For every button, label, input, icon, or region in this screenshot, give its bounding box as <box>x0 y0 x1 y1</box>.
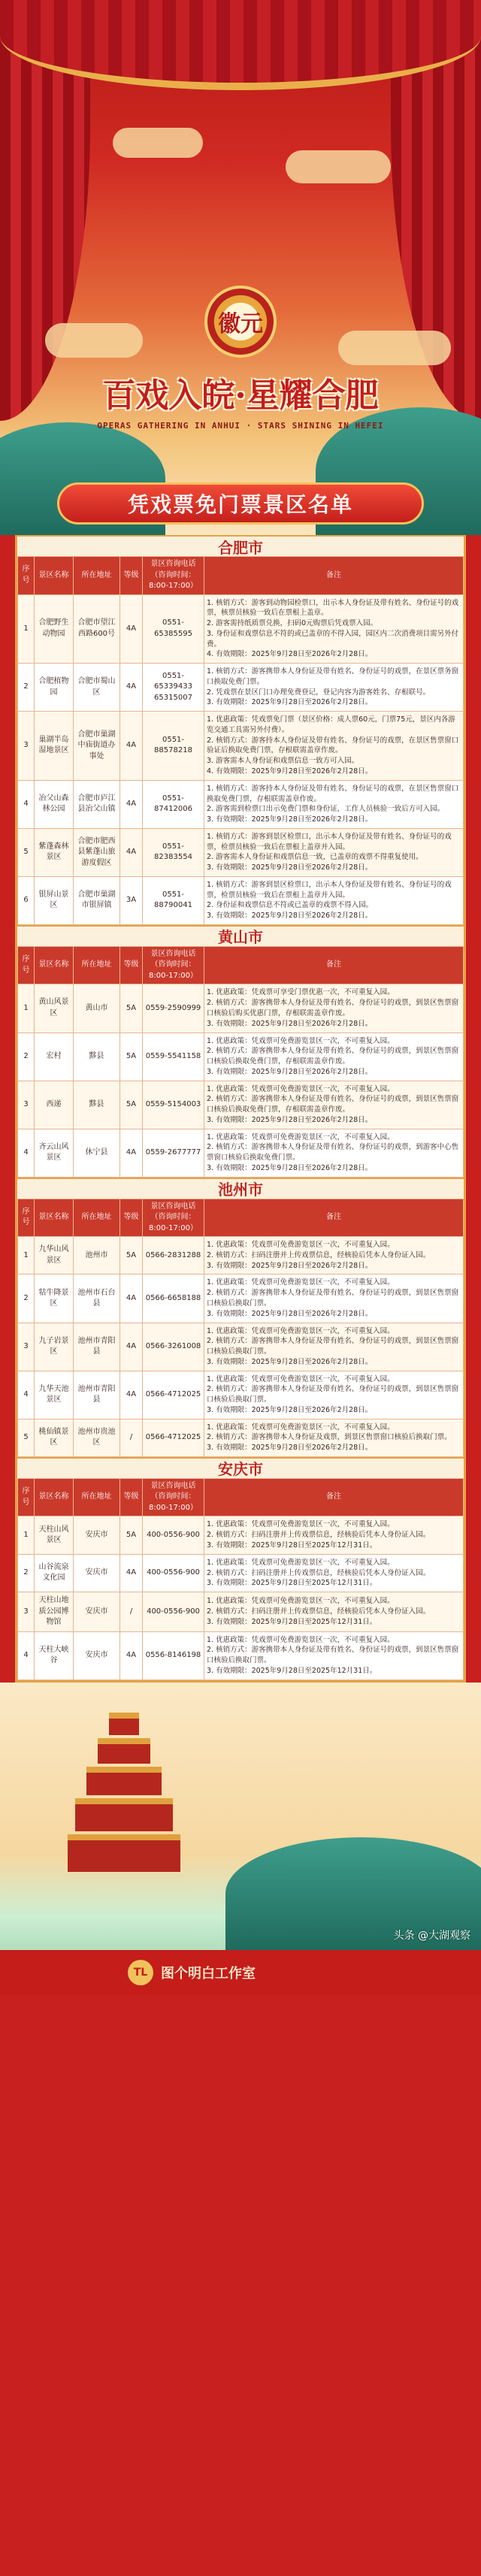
scenic-table <box>17 1478 464 1680</box>
cell-phone: 0559-2590999 <box>143 984 204 1033</box>
cell-name: 天柱山地质公园博物馆 <box>35 1592 74 1632</box>
cell-level: 4A <box>120 712 143 781</box>
city-section-title: 黄山市 <box>17 925 464 946</box>
cell-notes: 1. 核销方式：游客到动物园检票口，出示本人身份证及带有姓名、身份证号的戏票，核票员核验一致后在票根上盖章。 2. 游客需持纸质票兑换，扫码0元购票后凭戏票入园。 3. 身份证和戏票信息不符的或已盖章的不得入园，园区内二次消费项目需另外付费。 4. 有效期限：2025年9月28日至2026年2月28日。 <box>204 594 464 664</box>
cell-index: 3 <box>18 712 35 781</box>
cell-phone: 0566-6658188 <box>143 1274 204 1323</box>
cell-index: 4 <box>18 1129 35 1177</box>
city-section-title: 安庆市 <box>17 1457 464 1478</box>
cell-notes: 1. 核销方式：游客持本人身份证及带有姓名、身份证号的戏票，在景区售票窗口换取免费门票，存根联需盖章作废。 2. 游客需到检票口出示免费门票和身份证，工作人员核验一致后方可入园。 3. 有效期限：2025年9月28日至2026年2月28日。 <box>204 780 464 828</box>
city-section-title: 池州市 <box>17 1178 464 1199</box>
cell-level: 4A <box>120 1371 143 1419</box>
table-row <box>18 1554 464 1592</box>
emblem-text: 徽元 <box>218 311 263 337</box>
cell-level: / <box>120 1592 143 1632</box>
column-header-address: 所在地址 <box>74 1478 120 1516</box>
cell-name: 齐云山风景区 <box>35 1129 74 1177</box>
cell-address: 池州市青阳县 <box>74 1371 120 1419</box>
cell-index: 1 <box>18 1237 35 1274</box>
cell-notes: 1. 优惠政策：凭戏票可免费游览景区一次，不可重复入园。 2. 核销方式：游客携带本人身份证及带有姓名、身份证号的戏票，到景区售票窗口核验后换取门票。 3. 有效期限：2025年9月28日至2026年2月28日。 <box>204 1323 464 1371</box>
cell-phone: 0566-4712025 <box>143 1371 204 1419</box>
cell-address: 安庆市 <box>74 1631 120 1680</box>
cell-name: 黄山风景区 <box>35 984 74 1033</box>
cell-index: 1 <box>18 594 35 664</box>
table-header-row <box>18 1478 464 1516</box>
cloud-decoration <box>338 331 451 365</box>
table-row <box>18 594 464 664</box>
cell-phone: 0551-87412006 <box>143 780 204 828</box>
column-header-index: 序号 <box>18 946 35 984</box>
cell-phone: 0559-5541158 <box>143 1033 204 1081</box>
cell-address: 合肥市肥西县紫蓬山旅游度假区 <box>74 828 120 876</box>
column-header-notes: 备注 <box>204 1478 464 1516</box>
cell-index: 3 <box>18 1592 35 1632</box>
scenic-list <box>15 535 466 1683</box>
cell-name: 合肥植物园 <box>35 664 74 712</box>
column-header-name: 景区名称 <box>35 557 74 595</box>
cell-index: 2 <box>18 1554 35 1592</box>
table-row <box>18 1516 464 1554</box>
table-row <box>18 712 464 781</box>
cell-address: 池州市石台县 <box>74 1274 120 1323</box>
column-header-address: 所在地址 <box>74 557 120 595</box>
column-header-name: 景区名称 <box>35 1199 74 1237</box>
cell-address: 休宁县 <box>74 1129 120 1177</box>
brand-bar <box>0 1950 481 1995</box>
cell-notes: 1. 核销方式：游客到景区检票口，出示本人身份证及带有姓名、身份证号的戏票，检票员核验一致后在票根上盖章并入园。 2. 游客需本人身份证和戏票信息一致，已盖章的戏票不得重复使用。 3. 有效期限：2025年9月28日至2026年2月28日。 <box>204 828 464 876</box>
cell-address: 黄山市 <box>74 984 120 1033</box>
cell-phone: 0551-88578218 <box>143 712 204 781</box>
table-header-row <box>18 946 464 984</box>
column-header-name: 景区名称 <box>35 946 74 984</box>
cell-notes: 1. 优惠政策：凭戏票可免费游览景区一次，不可重复入园。 2. 核销方式：游客携带本人身份证及戏票，到景区售票窗口核验后换取门票。 3. 有效期限：2025年9月28日至2026年2月28日。 <box>204 1419 464 1456</box>
cell-phone: 0551-65339433 65315007 <box>143 664 204 712</box>
cell-name: 西递 <box>35 1081 74 1129</box>
cell-name: 天柱大峡谷 <box>35 1631 74 1680</box>
column-header-index: 序号 <box>18 557 35 595</box>
cell-notes: 1. 优惠政策：凭戏票可免费游览景区一次，不可重复入园。 2. 核销方式：游客携带本人身份证及带有姓名、身份证号的戏票，到游客中心售票窗口核验后换取免费门票。 3. 有效期限：2025年9月28日至2026年2月28日。 <box>204 1129 464 1177</box>
cell-phone: 0551-88790041 <box>143 876 204 924</box>
cell-index: 6 <box>18 876 35 924</box>
cell-name: 九子岩景区 <box>35 1323 74 1371</box>
cell-notes: 1. 优惠政策：凭戏票可免费游览景区一次，不可重复入园。 2. 核销方式：游客携带本人身份证及带有姓名、身份证号的戏票，到景区售票窗口核验后换取门票。 3. 有效期限：2025年9月28日至2026年2月28日。 <box>204 1274 464 1323</box>
cell-phone: 0559-2677777 <box>143 1129 204 1177</box>
cell-name: 合肥野生动物园 <box>35 594 74 664</box>
cell-name: 桃仙镇景区 <box>35 1419 74 1456</box>
cell-index: 2 <box>18 1033 35 1081</box>
cell-index: 2 <box>18 664 35 712</box>
cell-level: 5A <box>120 1081 143 1129</box>
cell-address: 安庆市 <box>74 1554 120 1592</box>
poster-header <box>0 0 481 535</box>
table-row <box>18 1033 464 1081</box>
table-row <box>18 1371 464 1419</box>
cell-name: 巢湖半岛湿地景区 <box>35 712 74 781</box>
column-header-notes: 备注 <box>204 557 464 595</box>
cell-level: 4A <box>120 1631 143 1680</box>
brand-name: 图个明白工作室 <box>161 1965 256 1982</box>
cloud-decoration <box>45 323 143 358</box>
table-header-row <box>18 557 464 595</box>
column-header-level: 等级 <box>120 557 143 595</box>
cell-level: 4A <box>120 1129 143 1177</box>
table-row <box>18 1419 464 1456</box>
cell-name: 银屏山景区 <box>35 876 74 924</box>
cell-name: 紫蓬森林景区 <box>35 828 74 876</box>
cell-name: 山谷流泉文化园 <box>35 1554 74 1592</box>
cell-level: 3A <box>120 876 143 924</box>
cell-address: 池州市贵池区 <box>74 1419 120 1456</box>
cell-name: 宏村 <box>35 1033 74 1081</box>
scenic-table <box>17 1199 464 1457</box>
table-row <box>18 664 464 712</box>
cell-level: 4A <box>120 780 143 828</box>
cell-level: 5A <box>120 1516 143 1554</box>
column-header-address: 所在地址 <box>74 946 120 984</box>
cell-address: 合肥市庐江县冶父山镇 <box>74 780 120 828</box>
table-row <box>18 1237 464 1274</box>
cell-level: 4A <box>120 1554 143 1592</box>
cell-notes: 1. 优惠政策：凭戏票可享受门票优惠一次，不可重复入园。 2. 核销方式：游客携带本人身份证及带有姓名、身份证号的戏票，到景区售票窗口核验后购买优惠门票，存根联需盖章作废。 3. 有效期限：2025年9月28日至2026年2月28日。 <box>204 984 464 1033</box>
cell-address: 安庆市 <box>74 1592 120 1632</box>
cell-address: 合肥市巢湖中庙街道办事处 <box>74 712 120 781</box>
table-header-row <box>18 1199 464 1237</box>
cell-phone: 400-0556-900 <box>143 1554 204 1592</box>
cell-index: 1 <box>18 1516 35 1554</box>
cell-notes: 1. 优惠政策：凭戏票可免费游览景区一次，不可重复入园。 2. 核销方式：游客携带本人身份证及带有姓名、身份证号的戏票，到景区售票窗口核验后换取免费门票，存根联需盖章作废。 3. 有效期限：2025年9月28日至2026年2月28日。 <box>204 1081 464 1129</box>
table-row <box>18 1274 464 1323</box>
cell-notes: 1. 优惠政策：凭戏票可免费游览景区一次，不可重复入园。 2. 核销方式：游客携带本人身份证及带有姓名、身份证号的戏票，到景区售票窗口核验后换取门票。 3. 有效期限：2025年9月28日至2026年2月28日。 <box>204 1371 464 1419</box>
cell-name: 牯牛降景区 <box>35 1274 74 1323</box>
cell-phone: 0566-2831288 <box>143 1237 204 1274</box>
cell-name: 九华山风景区 <box>35 1237 74 1274</box>
brand-icon: TL <box>128 1960 153 1985</box>
table-row <box>18 1081 464 1129</box>
cell-index: 2 <box>18 1274 35 1323</box>
cell-phone: 400-0556-900 <box>143 1516 204 1554</box>
column-header-level: 等级 <box>120 1478 143 1516</box>
cell-notes: 1. 核销方式：游客到景区检票口，出示本人身份证及带有姓名、身份证号的戏票，检票员核验一致后在票根上盖章并入园。 2. 身份证和戏票信息不符或已盖章的戏票不得入园。 3. 有效期限：2025年9月28日至2026年2月28日。 <box>204 876 464 924</box>
cell-level: 4A <box>120 1323 143 1371</box>
cell-phone: 400-0556-900 <box>143 1592 204 1632</box>
cell-phone: 0566-3261008 <box>143 1323 204 1371</box>
column-header-phone: 景区咨询电话（咨询时间：8:00-17:00） <box>143 946 204 984</box>
column-header-address: 所在地址 <box>74 1199 120 1237</box>
cell-name: 冶父山森林公园 <box>35 780 74 828</box>
cell-notes: 1. 优惠政策：凭戏票可免费游览景区一次，不可重复入园。 2. 核销方式：扫码注册并上传戏票信息，经核验后凭本人身份证入园。 3. 有效期限：2025年9月28日至2025年12月31日。 <box>204 1516 464 1554</box>
cell-level: 5A <box>120 1237 143 1274</box>
cell-notes: 1. 优惠政策：凭戏票可免费游览景区一次，不可重复入园。 2. 核销方式：游客携带本人身份证及带有姓名、身份证号的戏票，到景区售票窗口核验后换取门票。 3. 有效期限：2025年9月28日至2025年12月31日。 <box>204 1631 464 1680</box>
scenic-table <box>17 946 464 1178</box>
scenic-table <box>17 556 464 925</box>
column-header-notes: 备注 <box>204 1199 464 1237</box>
city-section-title: 合肥市 <box>17 535 464 556</box>
table-row <box>18 780 464 828</box>
cloud-decoration <box>113 128 203 158</box>
page-subtitle: OPERAS GATHERING IN ANHUI · STARS SHINING IN HEFEI <box>97 421 384 431</box>
cell-address: 黟县 <box>74 1081 120 1129</box>
cell-address: 合肥市望江西路600号 <box>74 594 120 664</box>
table-row <box>18 984 464 1033</box>
cell-level: 4A <box>120 1274 143 1323</box>
cell-level: 4A <box>120 664 143 712</box>
cell-notes: 1. 优惠政策：凭戏票免门票（景区价格：成人票60元，门票75元，景区内各游览交通工具需另外付费）。 2. 核销方式：游客持本人身份证及带有姓名、身份证号的戏票，在景区售票窗口验证后换取免费门票，存根联需盖章作废。 3. 游客需本人身份证和戏票信息一致方可入园。 4. 有效期限：2025年9月28日至2026年2月28日。 <box>204 712 464 781</box>
table-row <box>18 876 464 924</box>
table-row <box>18 1129 464 1177</box>
column-header-phone: 景区咨询电话（咨询时间：8:00-17:00） <box>143 557 204 595</box>
column-header-name: 景区名称 <box>35 1478 74 1516</box>
cell-phone: 0551-82383554 <box>143 828 204 876</box>
column-header-phone: 景区咨询电话（咨询时间：8:00-17:00） <box>143 1478 204 1516</box>
pagoda-illustration <box>68 1713 180 1875</box>
column-header-index: 序号 <box>18 1199 35 1237</box>
cell-index: 4 <box>18 780 35 828</box>
cell-level: 5A <box>120 984 143 1033</box>
cell-index: 4 <box>18 1631 35 1680</box>
cell-level: 4A <box>120 828 143 876</box>
emblem-logo <box>204 286 277 358</box>
cell-name: 天柱山风景区 <box>35 1516 74 1554</box>
cell-index: 5 <box>18 828 35 876</box>
cell-notes: 1. 优惠政策：凭戏票可免费游览景区一次，不可重复入园。 2. 核销方式：扫码注册并上传戏票信息，经核验后凭本人身份证入园。 3. 有效期限：2025年9月28日至2025年12月31日。 <box>204 1554 464 1592</box>
column-header-index: 序号 <box>18 1478 35 1516</box>
cell-phone: 0551-65385595 <box>143 594 204 664</box>
cell-address: 合肥市巢湖市银屏镇 <box>74 876 120 924</box>
cell-notes: 1. 优惠政策：凭戏票可免费游览景区一次，不可重复入园。 2. 核销方式：扫码注册并上传戏票信息，经核验后凭本人身份证入园。 3. 有效期限：2025年9月28日至2025年12月31日。 <box>204 1592 464 1632</box>
table-row <box>18 828 464 876</box>
watermark: 头条 @大湖观察 <box>393 1929 470 1942</box>
cell-address: 池州市 <box>74 1237 120 1274</box>
cell-phone: 0566-4712025 <box>143 1419 204 1456</box>
table-row <box>18 1592 464 1632</box>
cell-level: 4A <box>120 594 143 664</box>
cell-address: 合肥市蜀山区 <box>74 664 120 712</box>
list-banner: 凭戏票免门票景区名单 <box>57 482 424 525</box>
cell-index: 3 <box>18 1081 35 1129</box>
column-header-level: 等级 <box>120 1199 143 1237</box>
cloud-decoration <box>286 150 391 183</box>
cell-phone: 0559-5154003 <box>143 1081 204 1129</box>
column-header-level: 等级 <box>120 946 143 984</box>
cell-notes: 1. 优惠政策：凭戏票可免费游览景区一次，不可重复入园。 2. 核销方式：扫码注册并上传戏票信息，经核验后凭本人身份证入园。 3. 有效期限：2025年9月28日至2026年2月28日。 <box>204 1237 464 1274</box>
cell-address: 池州市青阳县 <box>74 1323 120 1371</box>
cell-index: 4 <box>18 1371 35 1419</box>
cell-address: 黟县 <box>74 1033 120 1081</box>
cell-name: 九华天池景区 <box>35 1371 74 1419</box>
cell-address: 安庆市 <box>74 1516 120 1554</box>
column-header-notes: 备注 <box>204 946 464 984</box>
cell-index: 1 <box>18 984 35 1033</box>
column-header-phone: 景区咨询电话（咨询时间：8:00-17:00） <box>143 1199 204 1237</box>
table-row <box>18 1631 464 1680</box>
table-row <box>18 1323 464 1371</box>
page-title: 百戏入皖·星耀合肥 <box>102 376 379 415</box>
cell-index: 3 <box>18 1323 35 1371</box>
cell-index: 5 <box>18 1419 35 1456</box>
cell-level: 5A <box>120 1033 143 1081</box>
cell-notes: 1. 核销方式：游客携带本人身份证及带有姓名、身份证号的戏票，在景区票务窗口换取免费门票。 2. 凭戏票在景区门口办理免费登记，登记内容为游客姓名、存根联号。 3. 有效期限：2025年9月28日至2026年2月28日。 <box>204 664 464 712</box>
poster-footer <box>0 1683 481 1995</box>
cell-notes: 1. 优惠政策：凭戏票可免费游览景区一次，不可重复入园。 2. 核销方式：游客携带本人身份证及带有姓名、身份证号的戏票，到景区售票窗口核验后换取免费门票，存根联需盖章作废。 3. 有效期限：2025年9月28日至2026年2月28日。 <box>204 1033 464 1081</box>
cell-level: / <box>120 1419 143 1456</box>
cell-phone: 0556-8146198 <box>143 1631 204 1680</box>
